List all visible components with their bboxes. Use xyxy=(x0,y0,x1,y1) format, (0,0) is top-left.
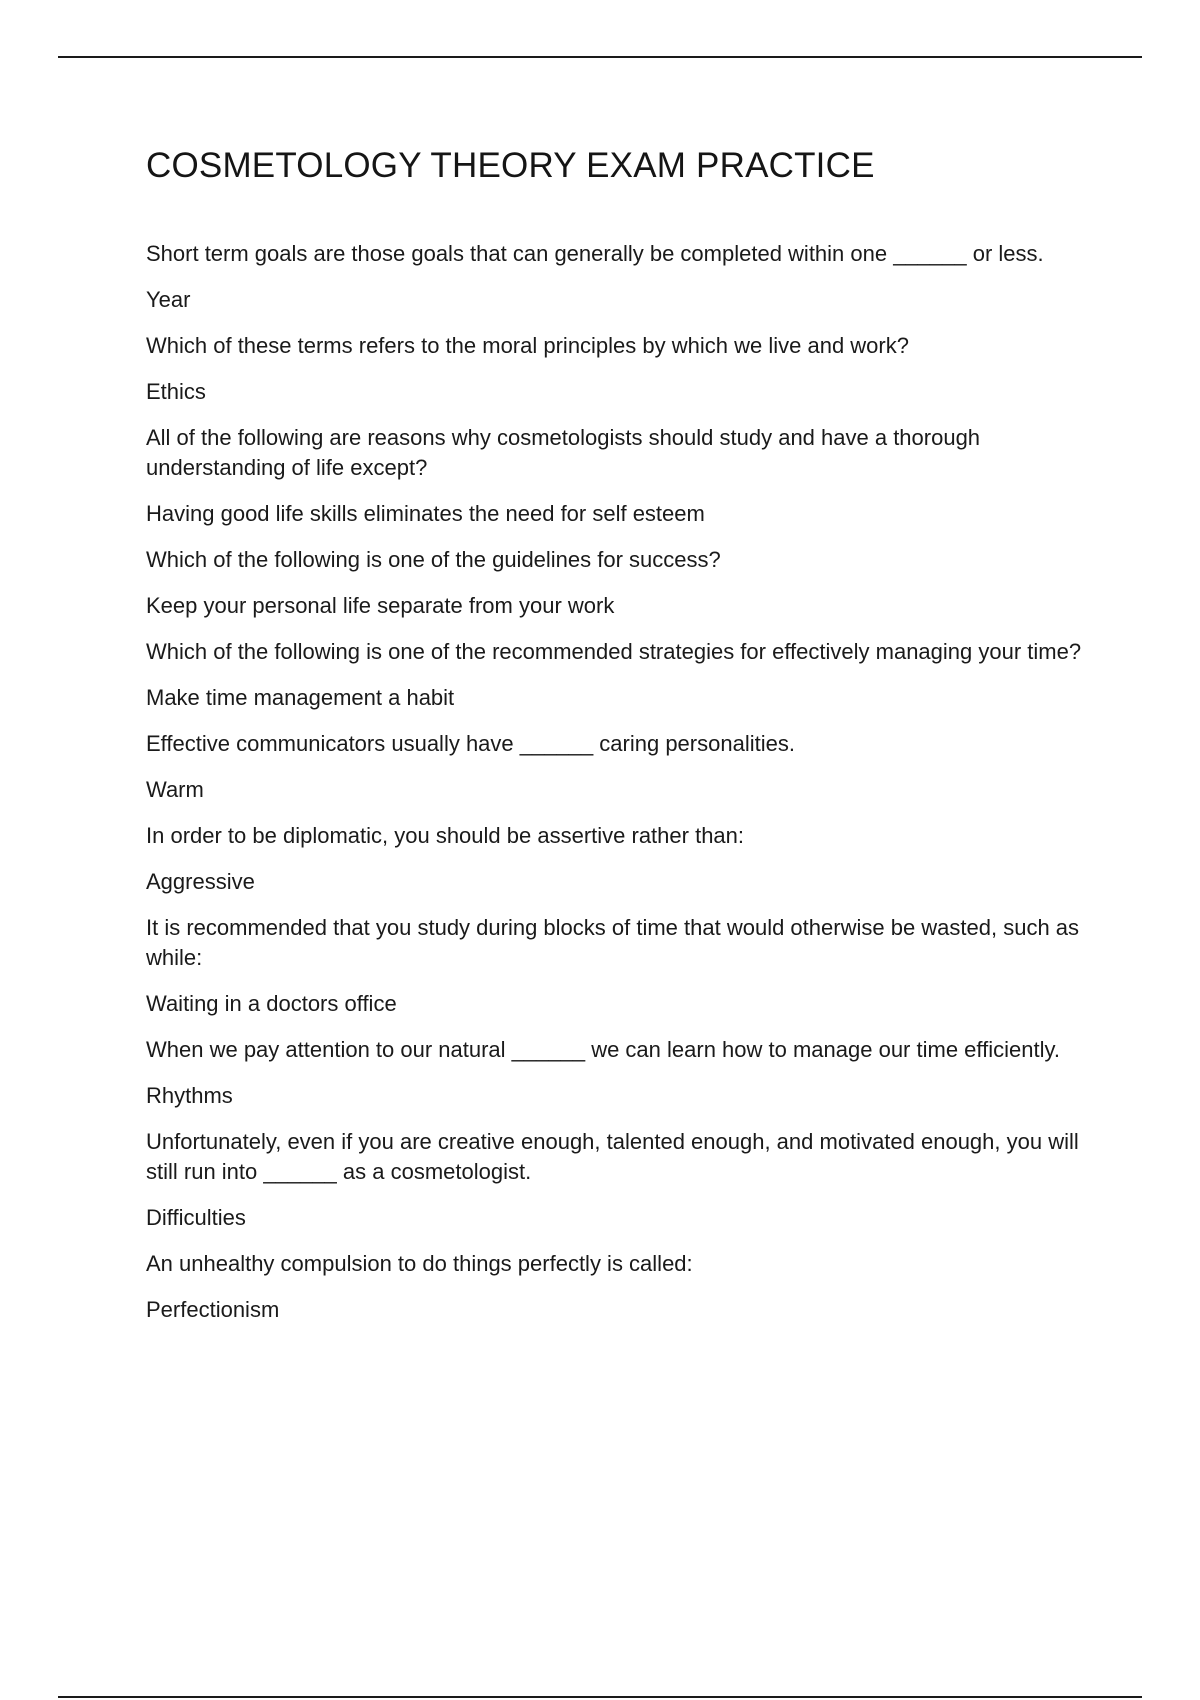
question-5: Which of the following is one of the recommended strategies for effectively managing your time? xyxy=(146,639,1082,664)
answer-7: Aggressive xyxy=(146,869,255,894)
document-body xyxy=(146,140,1096,1341)
answer-8: Waiting in a doctors office xyxy=(146,991,397,1016)
answer-3: Having good life skills eliminates the need for self esteem xyxy=(146,501,705,526)
bottom-divider xyxy=(58,1696,1142,1698)
answer-9: Rhythms xyxy=(146,1083,233,1108)
answer-5: Make time management a habit xyxy=(146,685,455,710)
answer-10: Difficulties xyxy=(146,1205,246,1230)
question-4: Which of the following is one of the guidelines for success? xyxy=(146,547,721,572)
question-answer-list xyxy=(146,239,1096,1325)
answer-1: Year xyxy=(146,287,191,312)
question-1: Short term goals are those goals that can generally be completed within one ______ or less. xyxy=(146,241,1044,266)
question-3: All of the following are reasons why cosmetologists should study and have a thorough understanding of life except? xyxy=(146,425,981,480)
question-6: Effective communicators usually have ______ caring personalities. xyxy=(146,731,795,756)
question-11: An unhealthy compulsion to do things perfectly is called: xyxy=(146,1251,693,1276)
question-9: When we pay attention to our natural ______ we can learn how to manage our time efficiently. xyxy=(146,1037,1060,1062)
question-8: It is recommended that you study during blocks of time that would otherwise be wasted, such as while: xyxy=(146,915,1080,970)
answer-11: Perfectionism xyxy=(146,1297,280,1322)
page-title: COSMETOLOGY THEORY EXAM PRACTICE xyxy=(146,146,875,185)
answer-2: Ethics xyxy=(146,379,206,404)
question-10: Unfortunately, even if you are creative enough, talented enough, and motivated enough, you will still run into ______ as a cosmetologist. xyxy=(146,1129,1079,1184)
question-7: In order to be diplomatic, you should be assertive rather than: xyxy=(146,823,745,848)
top-divider xyxy=(58,56,1142,58)
answer-6: Warm xyxy=(146,777,204,802)
question-2: Which of these terms refers to the moral principles by which we live and work? xyxy=(146,333,909,358)
answer-4: Keep your personal life separate from your work xyxy=(146,593,615,618)
